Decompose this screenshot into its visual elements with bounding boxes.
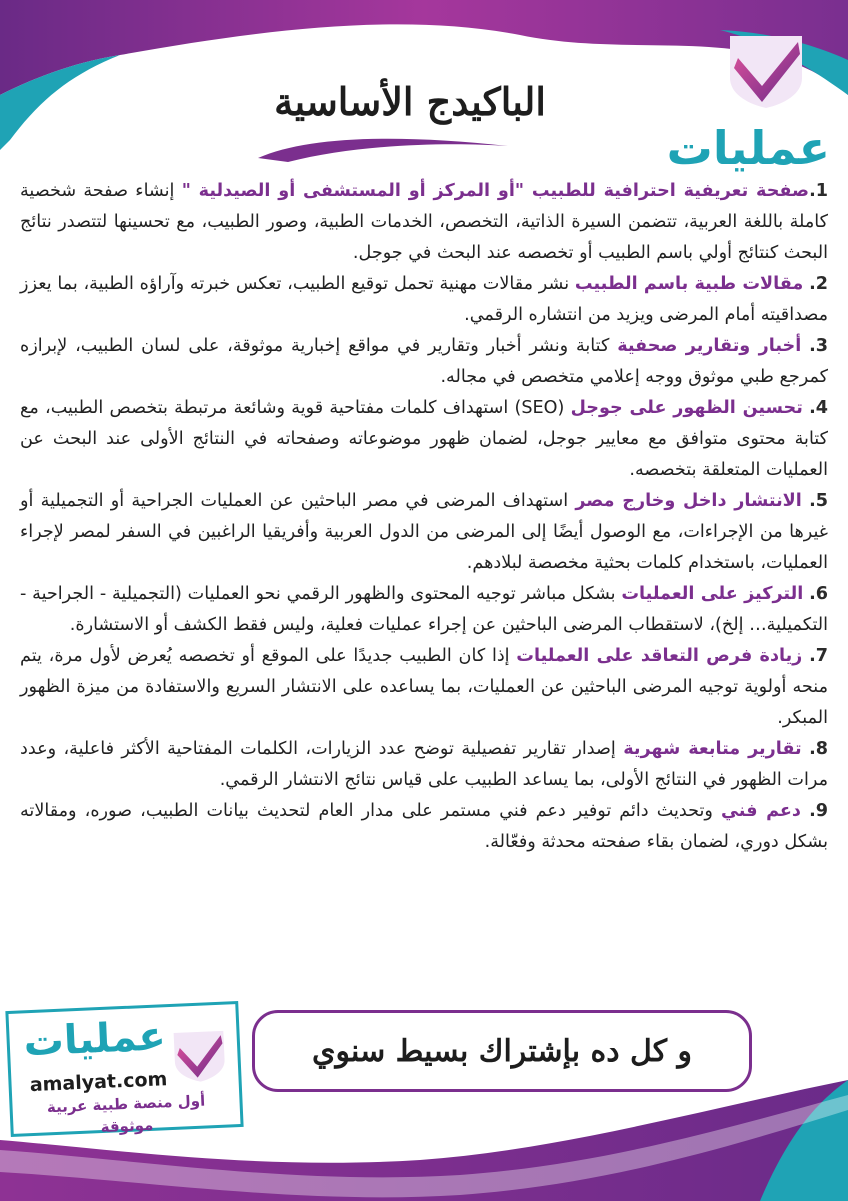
- badge-tagline: أول منصة طبية عربية موثوقة: [46, 1091, 206, 1137]
- item-body: استهداف المرضى في مصر الباحثين عن العمليات الجراحية أو التجميلية أو غيرها من الإجراءات، مع الوصول أيضًا إلى المرضى من الدول العربية وأفريقيا الراغبين في السفر لمصر لإجراء العمليات، باستخدام كلمات بحثية مخصصة لبلادهم.: [20, 491, 828, 573]
- item-number: 6.: [809, 584, 828, 604]
- item-number: 3.: [809, 336, 829, 356]
- item-number: 4.: [809, 398, 829, 418]
- list-item: [20, 796, 828, 858]
- package-features-list: [20, 176, 828, 858]
- item-body: إنشاء صفحة شخصية كاملة باللغة العربية، تتضمن السيرة الذاتية، التخصص، الخدمات الطبية، وصور الطبيب، مع تحسينها لتتصدر نتائج البحث كنتائج أولي باسم الطبيب أو تخصصه عند البحث في جوجل.: [20, 181, 828, 263]
- item-heading: صفحة تعريفية احترافية للطبيب "أو المركز أو المستشفى أو الصيدلية ": [181, 181, 810, 201]
- item-heading: تقارير متابعة شهرية: [623, 739, 802, 759]
- item-body: (SEO) استهداف كلمات مفتاحية قوية وشائعة مرتبطة بتخصص الطبيب، مع كتابة محتوى متوافق مع معايير جوجل، لضمان ظهور موضوعاته وصفحاته في النتائج الأولى عند البحث عن العمليات المتعلقة بتخصصه.: [20, 398, 828, 480]
- badge-url: amalyat.com: [29, 1068, 168, 1097]
- list-item: [20, 393, 828, 486]
- item-heading: مقالات طبية باسم الطبيب: [574, 274, 804, 294]
- item-number: 1.: [809, 181, 828, 201]
- item-number: 2.: [809, 274, 829, 294]
- item-heading: تحسين الظهور على جوجل: [570, 398, 803, 418]
- item-heading: دعم فني: [720, 801, 801, 821]
- page-title: الباكيدج الأساسية: [274, 79, 546, 124]
- item-heading: التركيز على العمليات: [621, 584, 804, 604]
- badge-brand-name: عمليات: [22, 1013, 167, 1066]
- list-item: [20, 486, 828, 579]
- list-item: [20, 176, 828, 269]
- brand-logo: [666, 28, 830, 175]
- check-heart-icon: [169, 1024, 229, 1084]
- item-body: نشر مقالات مهنية تحمل توقيع الطبيب، تعكس خبرته وآراؤه الطبية، بما يعزز مصداقيته أمام المرضى ويزيد من انتشاره الرقمي.: [20, 274, 828, 325]
- cta-text: و كل ده بإشتراك بسيط سنوي: [312, 1033, 692, 1069]
- item-heading: أخبار وتقارير صحفية: [617, 336, 802, 356]
- brand-badge: [5, 1001, 243, 1137]
- item-heading: الانتشار داخل وخارج مصر: [575, 491, 802, 511]
- brand-name: عمليات: [666, 121, 830, 175]
- item-number: 8.: [809, 739, 828, 759]
- item-body: إصدار تقارير تفصيلية توضح عدد الزيارات، الكلمات المفتاحية الأكثر فاعلية، وعدد مرات الظهور في النتائج الأولى، بما يساعد الطبيب على قياس نتائج الانتشار الرقمي.: [20, 739, 828, 790]
- item-body: كتابة ونشر أخبار وتقارير في مواقع إخبارية موثوقة، على لسان الطبيب، لإبرازه كمرجع طبي موثوق ووجه إعلامي متخصص في مجاله.: [20, 336, 828, 387]
- item-heading: زيادة فرص التعاقد على العمليات: [516, 646, 803, 666]
- list-item: [20, 641, 828, 734]
- list-item: [20, 269, 828, 331]
- check-heart-icon: [724, 28, 808, 110]
- item-body: وتحديث دائم توفير دعم فني مستمر على مدار العام لتحديث بيانات الطبيب، صوره، ومقالاته بشكل دوري، لضمان بقاء صفحته محدثة وفعّالة.: [20, 801, 828, 852]
- list-item: [20, 734, 828, 796]
- item-body: بشكل مباشر توجيه المحتوى والظهور الرقمي نحو العمليات (التجميلية - الجراحية - التكميلية… إلخ)، لاستقطاب المرضى الباحثين عن إجراء عمليات فعلية، وليس فقط الكشف أو الاستشارة.: [20, 584, 828, 635]
- list-item: [20, 579, 828, 641]
- item-number: 7.: [809, 646, 829, 666]
- title-underline-swoosh: [248, 128, 548, 168]
- subscription-cta: [252, 1010, 752, 1092]
- item-body: إذا كان الطبيب جديدًا على الموقع أو تخصصه يُعرض لأول مرة، يتم منحه أولوية توجيه المرضى الباحثين عن العمليات، بما يساعده على الانتشار السريع والاستفادة من ميزة الظهور المبكر.: [20, 646, 828, 728]
- item-number: 5.: [809, 491, 828, 511]
- item-number: 9.: [809, 801, 828, 821]
- list-item: [20, 331, 828, 393]
